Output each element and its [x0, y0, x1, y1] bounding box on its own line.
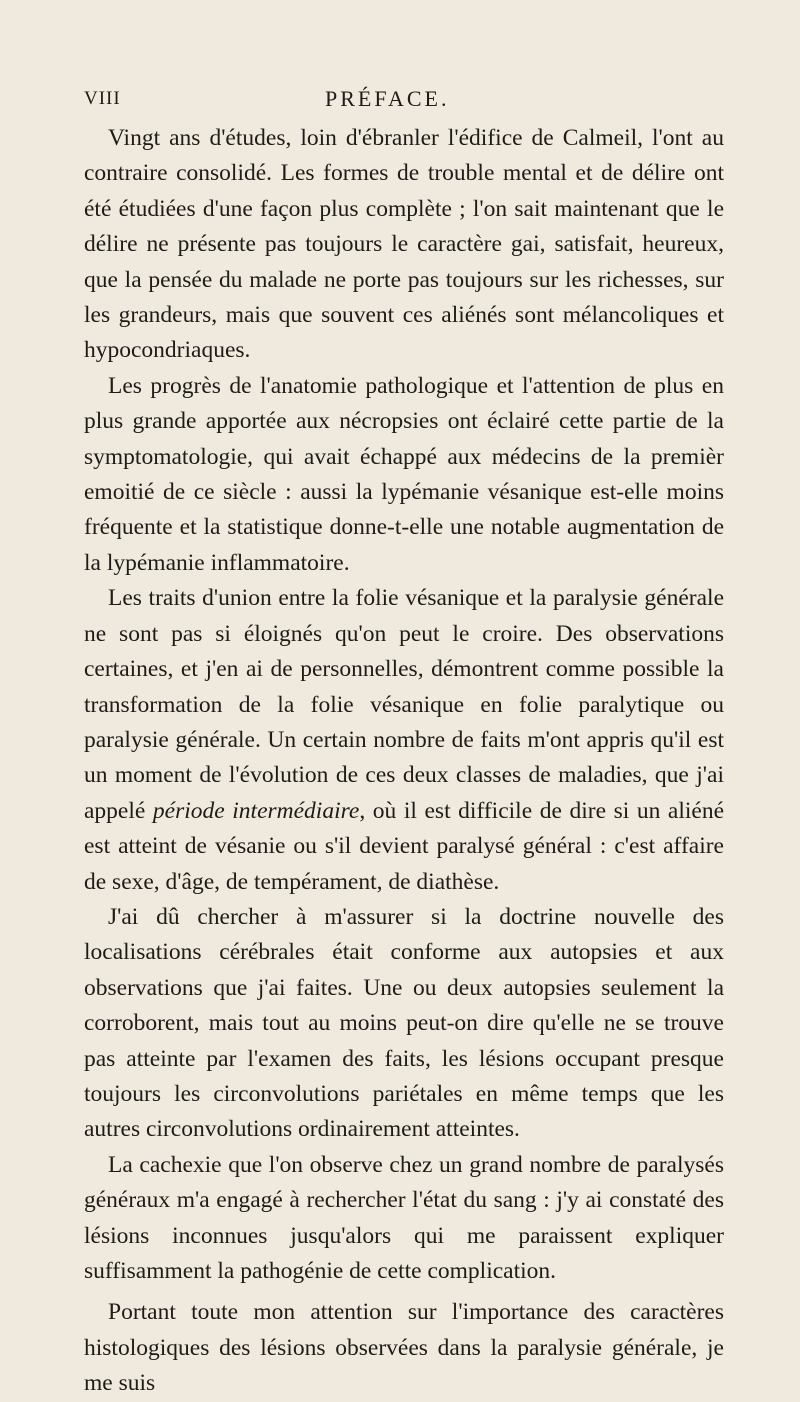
italic-term-periode-intermediaire: période intermédiaire — [152, 797, 360, 824]
paragraph-6: Portant toute mon attention sur l'importance des caractères histologiques des lésions observées dans la paralysie générale, je me suis — [84, 1299, 724, 1397]
paragraph-3-text-start: Les traits d'union entre la folie vésanique et la paralysie générale ne sont pas si éloignés qu'on peut le croire. Des observations certaines, et j'en ai de personnelles, démontrent comme possible la transformation de la folie vésanique en folie paralytique ou paralysie générale. Un certain nombre de faits m'ont appris qu'il est un moment de l'évolution de ces deux classes de maladies, que j'ai appelé — [84, 585, 724, 824]
running-header — [0, 86, 800, 114]
paragraph-5: La cachexie que l'on observe chez un grand nombre de paralysés généraux m'a engagé à rechercher l'état du sang : j'y ai constaté des lésions inconnues jusqu'alors qui me paraissent expliquer suffisamment la pathogénie de cette complication. — [84, 1151, 724, 1284]
paragraph-2: Les progrès de l'anatomie pathologique et l'attention de plus en plus grande apportée aux nécropsies ont éclairé cette partie de la symptomatologie, qui avait échappé aux médecins de la premièr emoitié de ce siècle : aussi la lypémanie vésanique est-elle moins fréquente et la statistique donne-t-elle une notable augmentation de la lypémanie inflammatoire. — [84, 372, 724, 576]
paragraph-3 — [84, 581, 724, 900]
paragraph-4: J'ai dû chercher à m'assurer si la doctrine nouvelle des localisations cérébrales était conforme aux autopsies et aux observations que j'ai faites. Une ou deux autopsies seulement la corroborent, mais tout au moins peut-on dire qu'elle ne se trouve pas atteinte par l'examen des faits, les lésions occupant presque toujours les circonvolutions pariétales en même temps que les autres circonvolutions ordinairement atteintes. — [84, 903, 724, 1143]
running-title: PRÉFACE. — [325, 86, 450, 111]
page-number: VIII — [84, 88, 121, 109]
paragraph-3-text-end: , où il est difficile de dire si un aliéné est atteint de vésanie ou s'il devient paralysé général : c'est affaire de sexe, d'âge, de tempérament, de diathèse. — [84, 797, 724, 895]
paragraph-1: Vingt ans d'études, loin d'ébranler l'édifice de Calmeil, l'ont au contraire consolidé. Les formes de trouble mental et de délire ont été étudiées d'une façon plus complète ; l'on sait maintenant que le délire ne présente pas toujours le caractère gai, satisfait, heureux, que la pensée du malade ne porte pas toujours sur les richesses, sur les grandeurs, mais que souvent ces aliénés sont mélancoliques et hypocondriaques. — [84, 125, 724, 364]
body-text — [84, 121, 724, 1402]
